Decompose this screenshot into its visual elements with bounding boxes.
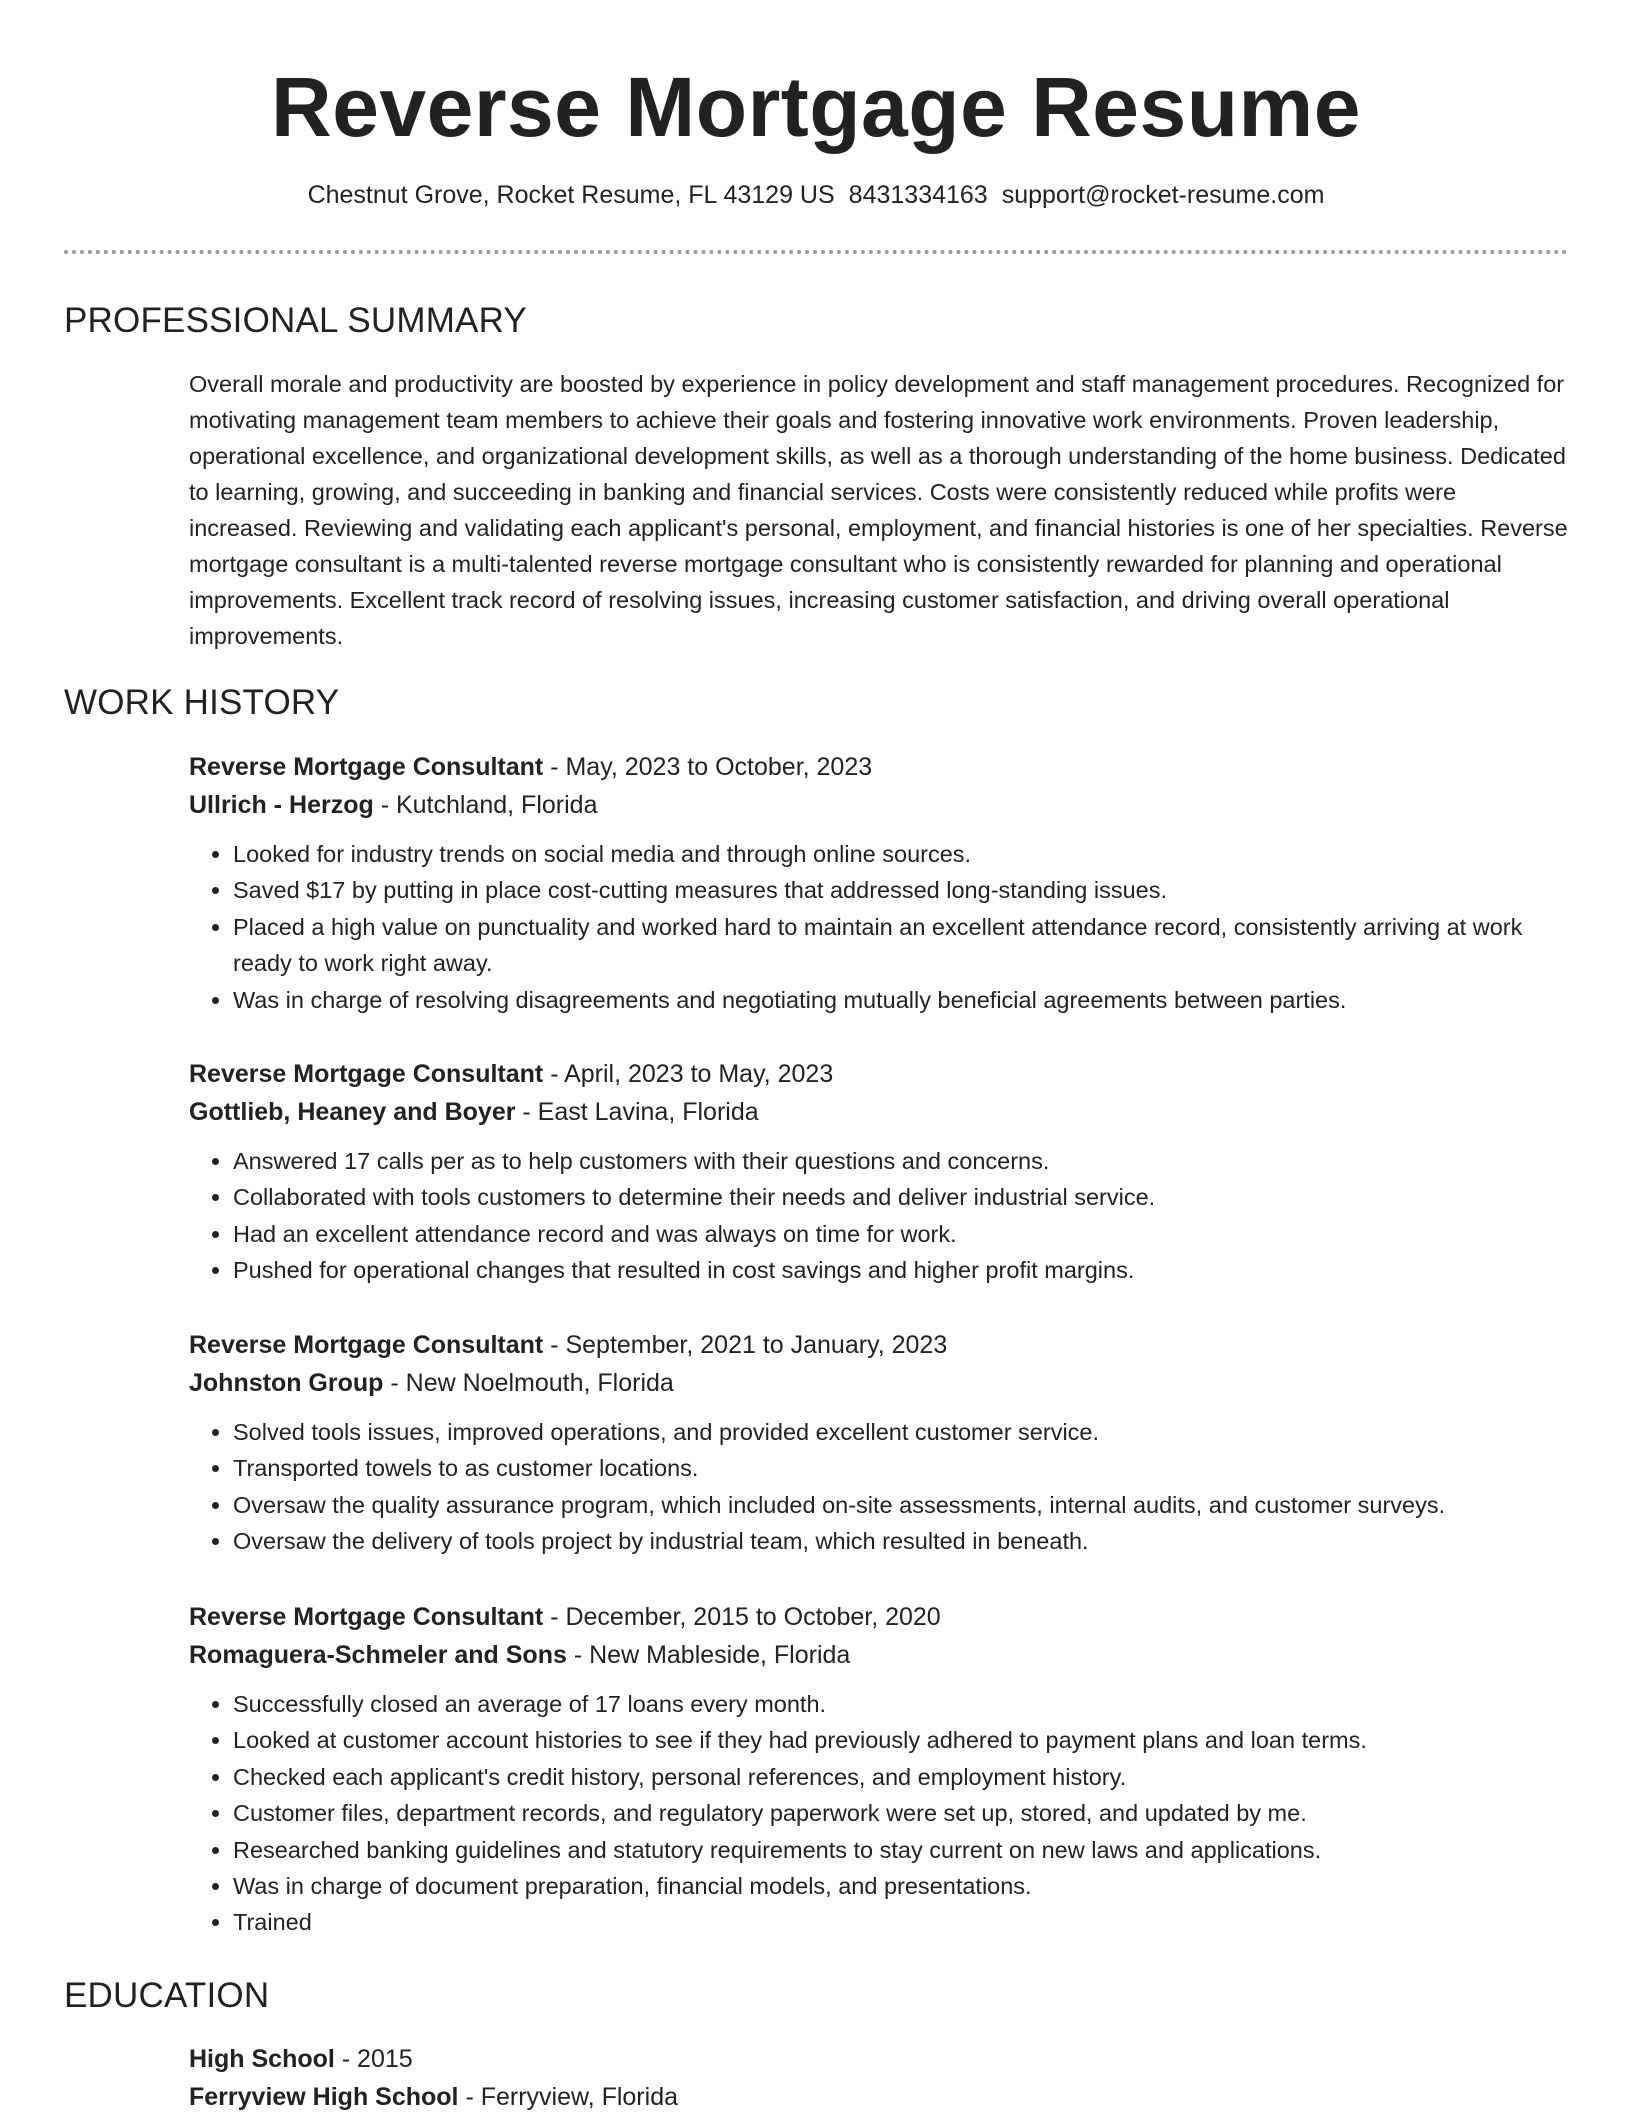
contact-address: Chestnut Grove, Rocket Resume, FL 43129 US bbox=[307, 181, 835, 209]
bullet-item: • Saved $17 by putting in place cost-cutting measures that addressed long-standing issues. bbox=[233, 872, 1569, 908]
bullet-item: • Trained bbox=[233, 1904, 1569, 1940]
bullet-item: • Customer files, department records, and regulatory paperwork were set up, stored, and updated by me. bbox=[233, 1795, 1569, 1831]
job-entry bbox=[189, 1055, 1569, 1289]
job-entry bbox=[189, 1598, 1569, 1941]
school-name: Ferryview High School bbox=[189, 2083, 459, 2111]
summary-text: Overall morale and productivity are boosted by experience in policy development and staff management procedures. Recognized for motivating management team members to achieve their goals and fostering innovative work environments. Proven leadership, operational excellence, and organizational development skills, as well as a thorough understanding of the home business. Dedicated to learning, growing, and succeeding in banking and financial services. Costs were consistently reduced while profits were increased. Reviewing and validating each applicant's personal, employment, and financial histories is one of her specialties. Reverse mortgage consultant is a multi-talented reverse mortgage consultant who is consistently rewarded for planning and operational improvements. Excellent track record of resolving issues, increasing customer satisfaction, and driving overall operational improvements. bbox=[189, 371, 1568, 649]
job-location: - Kutchland, Florida bbox=[373, 791, 598, 819]
bullet-item: • Placed a high value on punctuality and worked hard to maintain an excellent attendance record, consistently arriving at work ready to work right away. bbox=[233, 909, 1569, 982]
graduation-year: - 2015 bbox=[334, 2045, 413, 2073]
contact-email: support@rocket-resume.com bbox=[1001, 181, 1325, 209]
job-company: Gottlieb, Heaney and Boyer bbox=[189, 1098, 516, 1126]
job-company-line bbox=[189, 786, 1569, 824]
work-history-heading: WORK HISTORY bbox=[64, 683, 340, 722]
bullet-item: • Had an excellent attendance record and was always on time for work. bbox=[233, 1216, 1569, 1252]
resume-header bbox=[0, 52, 1632, 212]
job-location: - East Lavina, Florida bbox=[515, 1098, 759, 1126]
job-dates: - May, 2023 to October, 2023 bbox=[543, 753, 873, 781]
job-title: Reverse Mortgage Consultant bbox=[189, 1331, 544, 1359]
job-title: Reverse Mortgage Consultant bbox=[189, 1060, 544, 1088]
education-entry bbox=[189, 2040, 1569, 2116]
bullet-item: • Was in charge of document preparation, financial models, and presentations. bbox=[233, 1868, 1569, 1904]
bullet-item: • Pushed for operational changes that resulted in cost savings and higher profit margins. bbox=[233, 1252, 1569, 1288]
school-location: - Ferryview, Florida bbox=[458, 2083, 678, 2111]
job-company: Romaguera-Schmeler and Sons bbox=[189, 1641, 567, 1669]
job-entry bbox=[189, 748, 1569, 1018]
bullet-item: • Transported towels to as customer locations. bbox=[233, 1450, 1569, 1486]
bullet-item: • Oversaw the delivery of tools project by industrial team, which resulted in beneath. bbox=[233, 1523, 1569, 1559]
bullet-item: • Researched banking guidelines and statutory requirements to stay current on new laws and applications. bbox=[233, 1832, 1569, 1868]
bullet-item: • Successfully closed an average of 17 loans every month. bbox=[233, 1686, 1569, 1722]
contact-phone: 8431334163 bbox=[848, 181, 988, 209]
education-heading: EDUCATION bbox=[64, 1976, 270, 2015]
contact-line bbox=[0, 178, 1632, 212]
resume-title: Reverse Mortgage Resume bbox=[271, 60, 1361, 154]
job-title: Reverse Mortgage Consultant bbox=[189, 753, 544, 781]
job-bullets bbox=[189, 836, 1569, 1018]
school-line bbox=[189, 2078, 1569, 2116]
job-dates: - September, 2021 to January, 2023 bbox=[543, 1331, 948, 1359]
job-title-line bbox=[189, 1055, 1569, 1093]
bullet-item: • Answered 17 calls per as to help customers with their questions and concerns. bbox=[233, 1143, 1569, 1179]
job-title-line bbox=[189, 748, 1569, 786]
bullet-item: • Looked at customer account histories to see if they had previously adhered to payment plans and loan terms. bbox=[233, 1722, 1569, 1758]
job-title: Reverse Mortgage Consultant bbox=[189, 1603, 544, 1631]
bullet-item: • Collaborated with tools customers to determine their needs and deliver industrial service. bbox=[233, 1179, 1569, 1215]
job-dates: - December, 2015 to October, 2020 bbox=[543, 1603, 941, 1631]
job-location: - New Noelmouth, Florida bbox=[383, 1369, 674, 1397]
job-company-line bbox=[189, 1364, 1569, 1402]
job-bullets bbox=[189, 1686, 1569, 1941]
summary-heading: PROFESSIONAL SUMMARY bbox=[64, 301, 527, 340]
header-divider bbox=[64, 250, 1568, 254]
job-bullets bbox=[189, 1414, 1569, 1560]
job-company-line bbox=[189, 1093, 1569, 1131]
job-company: Johnston Group bbox=[189, 1369, 384, 1397]
job-bullets bbox=[189, 1143, 1569, 1289]
degree-line bbox=[189, 2040, 1569, 2078]
job-company: Ullrich - Herzog bbox=[189, 791, 374, 819]
bullet-item: • Was in charge of resolving disagreements and negotiating mutually beneficial agreements between parties. bbox=[233, 982, 1569, 1018]
job-location: - New Mableside, Florida bbox=[566, 1641, 851, 1669]
bullet-item: • Solved tools issues, improved operations, and provided excellent customer service. bbox=[233, 1414, 1569, 1450]
bullet-item: • Checked each applicant's credit history, personal references, and employment history. bbox=[233, 1759, 1569, 1795]
job-dates: - April, 2023 to May, 2023 bbox=[543, 1060, 834, 1088]
job-company-line bbox=[189, 1636, 1569, 1674]
job-title-line bbox=[189, 1598, 1569, 1636]
degree: High School bbox=[189, 2045, 335, 2073]
job-title-line bbox=[189, 1326, 1569, 1364]
bullet-item: • Oversaw the quality assurance program, which included on-site assessments, internal audits, and customer surveys. bbox=[233, 1487, 1569, 1523]
bullet-item: • Looked for industry trends on social media and through online sources. bbox=[233, 836, 1569, 872]
job-entry bbox=[189, 1326, 1569, 1560]
